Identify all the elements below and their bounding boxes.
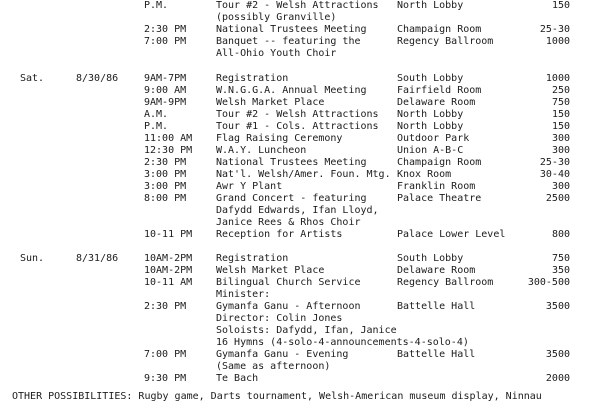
time-cell: 7:00 PM	[144, 349, 187, 360]
time-cell: 10-11 PM	[144, 229, 193, 240]
location-cell: Regency Ballroom	[397, 277, 494, 288]
location-cell: South Lobby	[397, 73, 464, 84]
day-cell: Sat.	[20, 73, 45, 84]
event-cell: Bilingual Church Service	[216, 277, 361, 288]
time-cell: 7:00 PM	[144, 36, 187, 47]
event-cell: Flag Raising Ceremony	[216, 133, 343, 144]
schedule-row	[0, 229, 600, 241]
time-cell: P.M.	[144, 0, 169, 11]
location-cell: North Lobby	[397, 121, 464, 132]
schedule-row	[0, 157, 600, 169]
location-cell: South Lobby	[397, 253, 464, 264]
attendance-cell: 2000	[545, 373, 570, 384]
event-cell: All-Ohio Youth Choir	[216, 48, 337, 59]
location-cell: Union A-B-C	[397, 145, 464, 156]
schedule-row	[0, 85, 600, 97]
attendance-cell: 2500	[545, 193, 570, 204]
event-cell: Tour #2 - Welsh Attractions	[216, 109, 379, 120]
schedule-row	[0, 325, 600, 337]
time-cell: 2:30 PM	[144, 24, 187, 35]
time-cell: 2:30 PM	[144, 157, 187, 168]
event-cell: (possibly Granville)	[216, 12, 337, 23]
event-cell: Janice Rees & Rhos Choir	[216, 217, 361, 228]
time-cell: 9:00 AM	[144, 85, 187, 96]
time-cell: 9AM-9PM	[144, 97, 187, 108]
schedule-row	[0, 313, 600, 325]
attendance-cell: 350	[551, 265, 570, 276]
time-cell: 3:00 PM	[144, 181, 187, 192]
event-cell: Welsh Market Place	[216, 265, 325, 276]
schedule-row	[0, 121, 600, 133]
schedule-row	[0, 205, 600, 217]
event-cell: (Same as afternoon)	[216, 361, 331, 372]
schedule-row	[0, 145, 600, 157]
time-cell: 2:30 PM	[144, 301, 187, 312]
attendance-cell: 300-500	[527, 277, 570, 288]
attendance-cell: 1000	[545, 73, 570, 84]
event-cell: Registration	[216, 253, 289, 264]
schedule-row	[0, 193, 600, 205]
schedule-row	[0, 48, 600, 60]
event-cell: Nat'l. Welsh/Amer. Foun. Mtg.	[216, 169, 391, 180]
event-cell: Welsh Market Place	[216, 97, 325, 108]
schedule-row	[0, 361, 600, 373]
schedule-row	[0, 253, 600, 265]
attendance-cell: 750	[551, 253, 570, 264]
location-cell: Palace Theatre	[397, 193, 482, 204]
schedule-row	[0, 109, 600, 121]
time-cell: P.M.	[144, 121, 169, 132]
schedule-row	[0, 97, 600, 109]
attendance-cell: 30-40	[539, 169, 570, 180]
attendance-cell: 150	[551, 109, 570, 120]
location-cell: Battelle Hall	[397, 301, 476, 312]
attendance-cell: 150	[551, 0, 570, 11]
location-cell: Palace Lower Level	[397, 229, 506, 240]
schedule-row	[0, 24, 600, 36]
schedule-row	[0, 301, 600, 313]
schedule-row	[0, 277, 600, 289]
time-cell: 10AM-2PM	[144, 253, 193, 264]
attendance-cell: 250	[551, 85, 570, 96]
schedule-row	[0, 12, 600, 24]
attendance-cell: 800	[551, 229, 570, 240]
event-cell: 16 Hymns (4-solo-4-announcements-4-solo-4)	[216, 337, 469, 348]
attendance-cell: 3500	[545, 301, 570, 312]
event-cell: Te Bach	[216, 373, 259, 384]
footer-note: OTHER POSSIBILITIES: Rugby game, Darts tournament, Welsh-American museum display, Ninnau	[12, 391, 542, 402]
time-cell: 9AM-7PM	[144, 73, 187, 84]
day-cell: Sun.	[20, 253, 45, 264]
location-cell: Outdoor Park	[397, 133, 470, 144]
schedule-row	[0, 337, 600, 349]
attendance-cell: 300	[551, 181, 570, 192]
event-cell: Director: Colin Jones	[216, 313, 343, 324]
location-cell: Franklin Room	[397, 181, 476, 192]
location-cell: North Lobby	[397, 0, 464, 11]
event-cell: Reception for Artists	[216, 229, 343, 240]
attendance-cell: 300	[551, 133, 570, 144]
location-cell: Battelle Hall	[397, 349, 476, 360]
schedule-row	[0, 217, 600, 229]
schedule-row	[0, 289, 600, 301]
attendance-cell: 3500	[545, 349, 570, 360]
attendance-cell: 25-30	[539, 157, 570, 168]
date-cell: 8/30/86	[76, 73, 119, 84]
event-cell: Tour #1 - Cols. Attractions	[216, 121, 379, 132]
schedule-row	[0, 73, 600, 85]
event-cell: W.N.G.G.A. Annual Meeting	[216, 85, 367, 96]
location-cell: Champaign Room	[397, 24, 482, 35]
attendance-cell: 750	[551, 97, 570, 108]
event-cell: Soloists: Dafydd, Ifan, Janice	[216, 325, 397, 336]
time-cell: 12:30 PM	[144, 145, 193, 156]
event-cell: Banquet -- featuring the	[216, 36, 361, 47]
schedule-row	[0, 36, 600, 48]
event-cell: National Trustees Meeting	[216, 157, 367, 168]
location-cell: North Lobby	[397, 109, 464, 120]
attendance-cell: 1000	[545, 36, 570, 47]
event-cell: Grand Concert - featuring	[216, 193, 367, 204]
time-cell: 3:00 PM	[144, 169, 187, 180]
attendance-cell: 300	[551, 145, 570, 156]
time-cell: 10-11 AM	[144, 277, 193, 288]
location-cell: Fairfield Room	[397, 85, 482, 96]
location-cell: Champaign Room	[397, 157, 482, 168]
attendance-cell: 25-30	[539, 24, 570, 35]
time-cell: A.M.	[144, 109, 169, 120]
location-cell: Delaware Room	[397, 265, 476, 276]
event-cell: Dafydd Edwards, Ifan Lloyd,	[216, 205, 379, 216]
date-cell: 8/31/86	[76, 253, 119, 264]
location-cell: Delaware Room	[397, 97, 476, 108]
event-cell: Minister:	[216, 289, 271, 300]
event-cell: Gymanfa Ganu - Afternoon	[216, 301, 361, 312]
location-cell: Regency Ballroom	[397, 36, 494, 47]
schedule-row	[0, 169, 600, 181]
time-cell: 9:30 PM	[144, 373, 187, 384]
schedule-row	[0, 133, 600, 145]
schedule-row	[0, 181, 600, 193]
attendance-cell: 150	[551, 121, 570, 132]
time-cell: 11:00 AM	[144, 133, 193, 144]
schedule-row	[0, 265, 600, 277]
event-cell: Registration	[216, 73, 289, 84]
schedule-row	[0, 0, 600, 12]
schedule-row	[0, 349, 600, 361]
location-cell: Knox Room	[397, 169, 452, 180]
event-cell: National Trustees Meeting	[216, 24, 367, 35]
event-cell: W.A.Y. Luncheon	[216, 145, 307, 156]
time-cell: 8:00 PM	[144, 193, 187, 204]
schedule-row	[0, 373, 600, 385]
event-cell: Tour #2 - Welsh Attractions	[216, 0, 379, 11]
time-cell: 10AM-2PM	[144, 265, 193, 276]
event-cell: Awr Y Plant	[216, 181, 283, 192]
event-cell: Gymanfa Ganu - Evening	[216, 349, 349, 360]
